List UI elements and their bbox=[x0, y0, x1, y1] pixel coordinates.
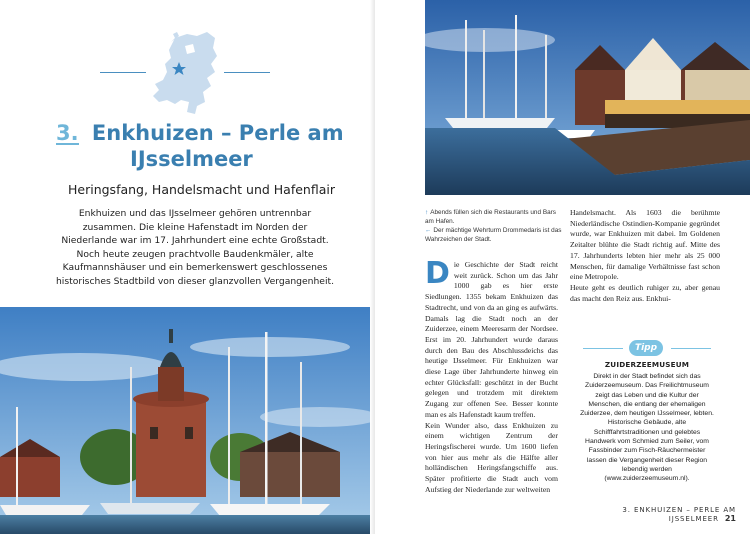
tip-text: Direkt in der Stadt befindet sich das Zuiderzeemuseum. Das Freilichtmuseum zeigt das Leben und die Kultur der Menschen, die entlang der ehemaligen Zuiderzee, dem heutigen IJsselmeer, lebten. Historische Gebäude, alte Schifffahrtstraditionen und gelebtes Handwerk vom Schmied zum Seiler, vom Fassbinder zum Fisch-Räuchermeister lassen die Vergangenheit dieser Region lebendig werden (www.zuiderzeemuseum.nl). bbox=[580, 373, 714, 483]
map-rule-left bbox=[100, 72, 146, 73]
chapter-number: 3. bbox=[56, 121, 79, 145]
chapter-title bbox=[56, 120, 356, 172]
map-rule-right bbox=[224, 72, 270, 73]
map-header bbox=[100, 30, 270, 110]
tip-box bbox=[577, 340, 717, 490]
netherlands-map-icon bbox=[145, 30, 225, 116]
drop-cap: D bbox=[425, 256, 450, 291]
body-paragraph-4: Heute geht es deutlich ruhiger zu, aber genau das macht den Reiz aus. Enkhui- bbox=[570, 282, 720, 303]
chapter-intro: Enkhuizen und das IJsselmeer gehören untrennbar zusammen. Die kleine Hafenstadt im Norden der Niederlande war im 17. Jahrhundert eine echte Großstadt. Noch heute zeugen prachtvolle Baudenkmäler, alte Kaufmannshäuser und ein bemerkenswert geschlossenes historisches Stadtbild von dieser glanzvollen Vergangenheit. bbox=[55, 208, 335, 287]
tip-rule-right bbox=[671, 348, 711, 349]
body-paragraph-2: Kein Wunder also, dass Enkhuizen zu einem wichtigen Zentrum der Heringsfischerei wurde. Um 1600 liefen von hier aus mehr als die Hälfte aller holländischen Heringsfangschiffe aus. Später profitierte die Stadt auch vom Aufstieg der Niederlande zur weltweiten bbox=[425, 420, 558, 494]
drommedaris-tower-photo bbox=[0, 307, 370, 534]
body-column-1 bbox=[425, 256, 558, 495]
page-footer bbox=[566, 506, 736, 523]
running-head: 3. ENKHUIZEN – PERLE AM IJSSELMEER bbox=[622, 506, 736, 523]
arrow-left-icon: ← bbox=[425, 227, 432, 234]
harbor-evening-photo bbox=[425, 0, 750, 195]
photo-captions bbox=[425, 208, 565, 244]
body-paragraph-1: ie Geschichte der Stadt reicht weit zurück. Schon um das Jahr 1000 gab es hier erste Siedlungen. 1355 bekam Enkhuizen das Stadtrecht, und von da an ging es aufwärts. Damals lag die Stadt noch an der Zuiderzee, einem Meeresarm der Nordsee. Erst im 20. Jahrhundert wurde daraus durch den Bau des Abschlussdeichs das heutige IJsselmeer. Für Enkhuizen war diese Lage über Jahrhunderte hinweg ein echter Glücksfall: geschützt in der Bucht gelegen und trotzdem mit direktem Zugang zur offenen See. Besser konnte man es als Hafenstadt kaum treffen. bbox=[425, 260, 558, 419]
arrow-up-icon: ↑ bbox=[425, 209, 429, 216]
caption-harbor: ↑ Abends füllen sich die Restaurants und Bars am Hafen. bbox=[425, 209, 556, 225]
tip-title: ZUIDERZEEMUSEUM bbox=[604, 360, 690, 369]
caption-tower: ← Der mächtige Wehrturm Drommedaris ist das Wahrzeichen der Stadt. bbox=[425, 227, 562, 243]
tip-rule-left bbox=[583, 348, 623, 349]
chapter-title-line1: Enkhuizen – Perle am bbox=[91, 121, 344, 145]
tip-badge-icon: Tipp bbox=[629, 340, 663, 356]
chapter-subtitle: Heringsfang, Handelsmacht und Hafenflair bbox=[68, 182, 336, 197]
body-paragraph-3: Handelsmacht. Als 1603 die berühmte Niederländische Ostindien-Kompanie gegründet wurde, war Enkhuizen mit dabei. Im Goldenen Zeitalter blühte die Stadt richtig auf. Mitte des 17. Jahrhunderts lebten hier mehr als 25 000 Menschen, für damalige Verhältnisse fast schon eine Metropole. bbox=[570, 208, 720, 282]
body-column-2 bbox=[570, 208, 720, 304]
page-number: 21 bbox=[724, 514, 736, 523]
chapter-title-line2: IJsselmeer bbox=[130, 147, 253, 171]
